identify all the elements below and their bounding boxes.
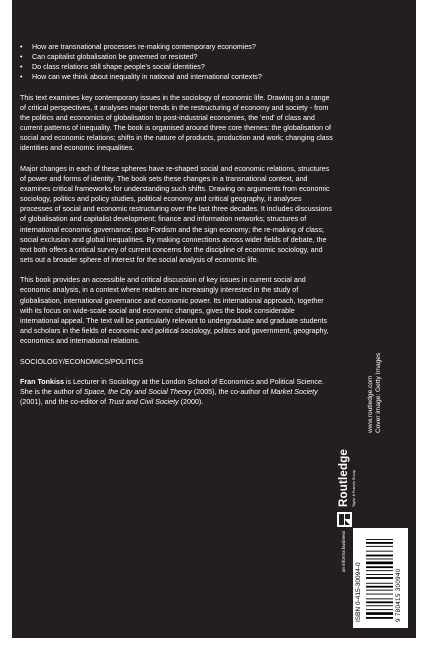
author-bio-text: (2000). bbox=[178, 398, 204, 407]
isbn-label: ISBN 0-415-30094-0 bbox=[355, 562, 362, 622]
routledge-logo-icon bbox=[337, 512, 352, 527]
author-bio-text: (2001), and the co-editor of bbox=[20, 398, 109, 407]
question-item: • How are transnational processes re-making contemporary economies? bbox=[20, 42, 335, 52]
author-bio-text: (2005), the co-author of bbox=[191, 388, 271, 397]
author-bio-text: is Lecturer in Sociology at the London School of Economics and Political Science. She is the author of bbox=[20, 378, 324, 397]
blurb-paragraph: This book provides an accessible and critical discussion of key issues in current social and economic analysis, in a context where readers are increasingly interested in the study of globalisation, international governance and economic power. Its international approach, together with its focus on wide-scale social and economic changes, gives the book considerable international appeal. The text will be particularly relevant to undergraduate and graduate students and scholars in the fields of economic and political sociology, politics and government, geography, economics and international relations. bbox=[20, 276, 329, 345]
author-bio bbox=[20, 377, 335, 407]
question-item: • Do class relations still shape people's social identities? bbox=[20, 62, 335, 72]
imprint-text: an informa business bbox=[341, 530, 346, 572]
author-name: Fran Tonkiss bbox=[20, 378, 64, 387]
page-edge bbox=[416, 0, 432, 648]
publisher-brand: Routledge bbox=[338, 448, 350, 507]
book-title: Space, the City and Social Theory bbox=[83, 388, 192, 397]
blurb-paragraph: Major changes in each of these spheres have re-shaped social and economic relations, structures of power and forms of identity. The book sets these changes in a transnational context, and examines critical frameworks for understanding such shifts. Drawing on arguments from economic sociology, politics and policy studies, political economy and critical geography, it analyses processes of social and economic restructuring over the last three decades. It includes discussions of globalisation and capitalist development; finance and information networks; structures of international economic governance; post-Fordism and the sign economy; the re-making of class; social exclusion and global inequalities. By making connections across wider fields of debate, the text both offers a critical survey of current concerns for the discipline of economic sociology, and sets out a broader sphere of interest for the social analysis of economic life. bbox=[20, 164, 332, 264]
book-title: Trust and Civil Society bbox=[108, 398, 179, 407]
isbn-digits: 9 780415 300940 bbox=[395, 568, 402, 622]
question-item: • How can we think about inequality in national and international contexts? bbox=[20, 72, 335, 82]
barcode-icon bbox=[366, 538, 393, 620]
question-item: • Can capitalist globalisation be governed or resisted? bbox=[20, 52, 335, 62]
blurb-column bbox=[20, 42, 335, 407]
subject-category: SOCIOLOGY/ECONOMICS/POLITICS bbox=[20, 357, 144, 366]
question-list bbox=[20, 42, 335, 82]
cover-image-credit: Cover image: Getty Images bbox=[375, 352, 382, 433]
publisher-tagline: Taylor & Francis Group bbox=[352, 470, 356, 507]
publisher-website[interactable]: www.routledge.com bbox=[367, 375, 374, 433]
blurb-paragraph: This text examines key contemporary issues in the sociology of economic life. Drawing on a range of critical perspectives, it analyses major trends in the restructuring of economy and society - from the politics and economics of globalisation to post-industrial economies, the 'end' of class and current patterns of inequality. The book is organised around three core themes: the globalisation of social and economic relations; shifts in the nature of products, production and work; changing class identities and economic inequalities. bbox=[20, 93, 333, 153]
book-title: Market Society bbox=[270, 388, 318, 397]
